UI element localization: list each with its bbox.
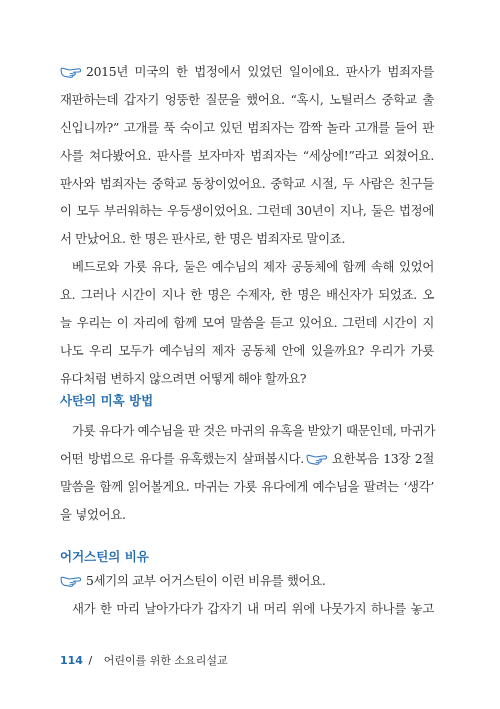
text-line: 새가 한 마리 날아가다가 갑자기 내 머리 위에 나뭇가지 하나를 놓고 (72, 600, 434, 616)
text-line: 어떤 방법으로 유다를 유혹했는지 살펴봅시다. 요한복음 13장 2절 (60, 445, 434, 473)
text-line: 말씀을 함께 읽어볼게요. 마귀는 가룟 유다에게 예수님을 팔려는 ‘생각’ (60, 478, 434, 494)
temptation-paragraph (60, 417, 434, 529)
intro-paragraphs (60, 58, 434, 393)
text-line: 5세기의 교부 어거스틴이 이런 비유를 했어요. (60, 567, 434, 595)
text-line: 재판하는데 갑자기 엉뚱한 질문을 했어요. “혹시, 노틸러스 중학교 출 (60, 91, 434, 107)
page-number: 114 (60, 654, 83, 667)
page-footer (60, 652, 228, 668)
text-line: 서 만났어요. 한 명은 판사로, 한 명은 범죄자로 말이죠. (60, 231, 346, 247)
text-line: 판사와 범죄자는 중학교 동창이었어요. 중학교 시절, 두 사람은 친구들 (60, 175, 434, 191)
augustine-paragraph (60, 567, 434, 623)
text-line: 2015년 미국의 한 법정에서 있었던 일이에요. 판사가 범죄자를 (60, 58, 434, 86)
book-title: 어린이를 위한 소요리설교 (103, 654, 228, 667)
text-line: 늘 우리는 이 자리에 함께 모여 말씀을 듣고 있어요. 그런데 시간이 지 (60, 315, 434, 331)
section-heading: 사탄의 미혹 방법 (60, 393, 154, 408)
text-line: 신입니까?” 고개를 푹 숙이고 있던 범죄자는 깜짝 놀라 고개를 들어 판 (60, 119, 434, 135)
pointing-hand-icon (60, 569, 82, 583)
footer-separator: / (88, 654, 93, 667)
text-line: 유다처럼 변하지 않으려면 어떻게 해야 할까요? (60, 370, 307, 386)
text-line: 가룟 유다가 예수님을 판 것은 마귀의 유혹을 받았기 때문인데, 마귀가 (72, 423, 436, 438)
text-line: 을 넣었어요. (60, 506, 126, 522)
pointing-hand-icon (60, 60, 82, 74)
pointing-hand-icon (306, 447, 328, 461)
text-line: 나도 우리 모두가 예수님의 제자 공동체 안에 있을까요? 우리가 가룟 (60, 342, 434, 358)
text-line: 사를 쳐다봤어요. 판사를 보자마자 범죄자는 “세상에!”라고 외쳤어요. (60, 147, 434, 163)
text-line: 요. 그러나 시간이 지나 한 명은 수제자, 한 명은 배신자가 되었죠. 오 (60, 287, 434, 303)
section-heading: 어거스틴의 비유 (60, 549, 149, 564)
text-line: 이 모두 부러워하는 우등생이었어요. 그런데 30년이 지나, 둘은 법정에 (60, 203, 434, 219)
text-line: 베드로와 가룟 유다, 둘은 예수님의 제자 공동체에 함께 속해 있었어 (72, 259, 434, 275)
